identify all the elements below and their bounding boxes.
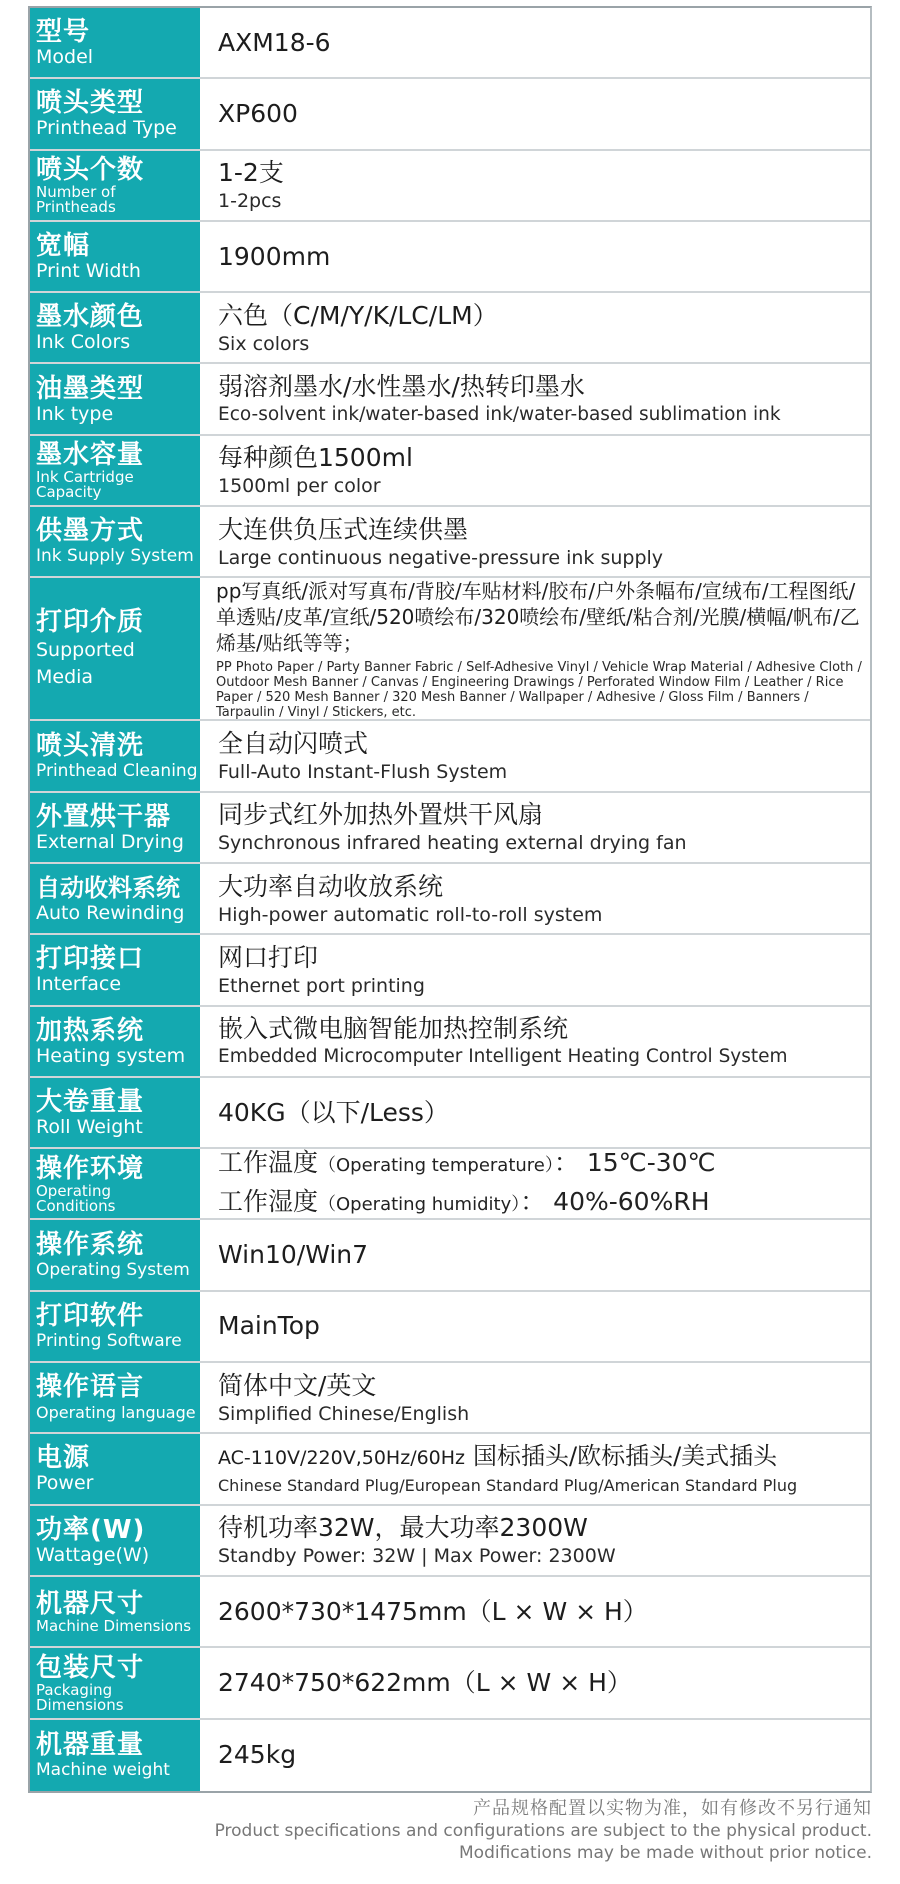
spec-label	[30, 1078, 202, 1147]
spec-row-ink-capacity	[30, 436, 870, 507]
spec-table	[28, 6, 872, 1793]
spec-row-roll-weight	[30, 1078, 870, 1149]
label-en: Number of Printheads	[36, 183, 116, 217]
temp-label-zh: 工作温度	[218, 1149, 319, 1177]
label-zh: 墨水容量	[36, 440, 145, 471]
spec-row-ink-colors	[30, 293, 870, 364]
label-zh: 打印接口	[36, 944, 145, 975]
spec-value	[202, 1220, 870, 1289]
label-en: Ink Cartridge Capacity	[36, 468, 134, 502]
spec-value	[202, 1648, 870, 1717]
value-sub: Six colors	[218, 332, 310, 355]
spec-value	[202, 1007, 870, 1076]
spec-label	[30, 935, 202, 1004]
spec-row-media	[30, 578, 870, 721]
value-sub: Chinese Standard Plug/European Standard Plug/American Standard Plug	[218, 1475, 798, 1495]
label-en: Operating Conditions	[36, 1181, 116, 1215]
value-main: 每种颜色1500ml	[218, 443, 413, 473]
value-main: 245kg	[218, 1740, 297, 1770]
spec-value	[202, 79, 870, 148]
spec-row-interface	[30, 935, 870, 1006]
spec-label	[30, 1506, 202, 1575]
spec-row-operating-language	[30, 1363, 870, 1434]
label-en: Operating System	[36, 1259, 190, 1280]
spec-row-heating	[30, 1007, 870, 1078]
label-zh: 大卷重量	[36, 1087, 145, 1117]
spec-value	[202, 364, 870, 433]
spec-value	[202, 864, 870, 933]
spec-label	[30, 436, 202, 505]
power-spec: AC-110V/220V,50Hz/60Hz	[218, 1446, 466, 1469]
label-en: Roll Weight	[36, 1116, 143, 1138]
hum-label-zh: 工作湿度	[218, 1186, 319, 1216]
label-en: Operating language	[36, 1403, 196, 1423]
label-zh: 型号	[36, 17, 91, 48]
label-zh: 机器重量	[36, 1729, 145, 1760]
spec-value	[202, 1577, 870, 1646]
plug-types: 国标插头/欧标插头/美式插头	[472, 1441, 778, 1470]
label-en: Print Width	[36, 260, 141, 283]
spec-row-cleaning	[30, 721, 870, 792]
value-main	[218, 1440, 864, 1474]
spec-label	[30, 1720, 202, 1791]
spec-value	[202, 1292, 870, 1361]
label-en: Ink Supply System	[36, 546, 194, 567]
value-sub: Simplified Chinese/English	[218, 1402, 470, 1425]
label-en: Printing Software	[36, 1330, 182, 1351]
value-sub: Large continuous negative-pressure ink supply	[218, 546, 664, 569]
value-main: 同步式红外加热外置烘干风扇	[218, 800, 544, 830]
label-zh: 操作系统	[36, 1229, 145, 1260]
hum-value: ： 40%-60%RH	[520, 1186, 710, 1216]
spec-row-auto-rewinding	[30, 864, 870, 935]
value-main: 网口打印	[218, 942, 319, 972]
label-en: Ink type	[36, 402, 114, 425]
spec-label	[30, 8, 202, 77]
value-main: 2600*730*1475mm（L × W × H）	[218, 1596, 648, 1626]
label-zh: 功率(W)	[36, 1514, 146, 1545]
operating-temperature	[218, 1149, 864, 1184]
label-zh: 自动收料系统	[36, 874, 180, 903]
spec-row-machine-weight	[30, 1720, 870, 1791]
value-sub: Standby Power: 32W | Max Power: 2300W	[218, 1545, 616, 1568]
spec-value	[202, 151, 870, 220]
value-main: MainTop	[218, 1311, 320, 1341]
value-main: 1900mm	[218, 241, 331, 271]
value-main: 2740*750*622mm（L × W × H）	[218, 1667, 632, 1697]
spec-value	[202, 1506, 870, 1575]
label-en: Wattage(W)	[36, 1543, 150, 1566]
label-en: Interface	[36, 973, 122, 996]
spec-value	[202, 1363, 870, 1432]
spec-row-power	[30, 1434, 870, 1505]
spec-label	[30, 578, 202, 719]
value-main: 全自动闪喷式	[218, 729, 369, 759]
spec-row-external-drying	[30, 793, 870, 864]
value-main: Win10/Win7	[218, 1240, 369, 1270]
label-zh: 机器尺寸	[36, 1589, 145, 1620]
hum-label-en: （Operating humidity）	[318, 1193, 521, 1215]
value-main: pp写真纸/派对写真布/背胶/车贴材料/胶布/户外条幅布/宣绒布/工程图纸/单透贴/皮革/宣纸/520喷绘布/320喷绘布/壁纸/粘合剂/光膜/横幅/帆布/乙烯基/贴纸等等；	[216, 578, 860, 655]
spec-label	[30, 79, 202, 148]
spec-label	[30, 1220, 202, 1289]
spec-row-packaging-dimensions	[30, 1648, 870, 1719]
label-en: Machine Dimensions	[36, 1617, 192, 1636]
spec-row-wattage	[30, 1506, 870, 1577]
spec-row-ink-supply	[30, 507, 870, 578]
label-zh: 电源	[36, 1443, 91, 1474]
spec-label	[30, 1363, 202, 1432]
spec-value	[202, 1149, 870, 1218]
label-en: Packaging Dimensions	[36, 1680, 124, 1714]
spec-label	[30, 1577, 202, 1646]
label-zh: 喷头个数	[36, 155, 145, 186]
label-zh: 包装尺寸	[36, 1652, 145, 1683]
spec-row-printhead-type	[30, 79, 870, 150]
label-zh: 操作环境	[36, 1153, 145, 1184]
label-zh: 加热系统	[36, 1015, 145, 1046]
value-main: 嵌入式微电脑智能加热控制系统	[218, 1014, 569, 1044]
label-zh: 喷头清洗	[36, 730, 145, 761]
spec-label	[30, 1007, 202, 1076]
spec-row-model	[30, 8, 870, 79]
value-main: 简体中文/英文	[218, 1370, 377, 1400]
value-sub: High-power automatic roll-to-roll system	[218, 903, 603, 926]
spec-value	[202, 1720, 870, 1791]
label-en: Auto Rewinding	[36, 902, 185, 925]
disclaimer-en-line2: Modifications may be made without prior notice.	[459, 1843, 872, 1863]
label-en: Printhead Cleaning	[36, 760, 198, 781]
spec-label	[30, 721, 202, 790]
spec-label	[30, 864, 202, 933]
label-en: Heating system	[36, 1044, 186, 1067]
spec-value	[202, 793, 870, 862]
value-main: 大连供负压式连续供墨	[218, 514, 469, 544]
label-zh: 宽幅	[36, 231, 91, 262]
value-main: 弱溶剂墨水/水性墨水/热转印墨水	[218, 372, 585, 402]
spec-value	[202, 507, 870, 576]
label-en: External Drying	[36, 830, 184, 853]
spec-label	[30, 793, 202, 862]
spec-row-printhead-count	[30, 151, 870, 222]
label-en: Machine weight	[36, 1759, 170, 1780]
temp-value: ： 15℃-30℃	[553, 1149, 716, 1177]
label-zh: 操作语言	[36, 1372, 145, 1403]
label-zh: 外置烘干器	[36, 801, 172, 832]
label-zh: 打印软件	[36, 1300, 145, 1331]
operating-humidity	[218, 1184, 864, 1219]
value-sub: Full-Auto Instant-Flush System	[218, 761, 508, 784]
spec-value	[202, 578, 870, 719]
value-sub: Eco-solvent ink/water-based ink/water-based sublimation ink	[218, 404, 781, 426]
spec-label	[30, 1648, 202, 1717]
value-sub: Embedded Microcomputer Intelligent Heating Control System	[218, 1046, 788, 1068]
value-sub: Ethernet port printing	[218, 974, 425, 997]
value-sub: 1-2pcs	[218, 190, 282, 213]
label-zh: 墨水颜色	[36, 302, 145, 333]
value-sub: Synchronous infrared heating external drying fan	[218, 832, 687, 855]
spec-row-ink-type	[30, 364, 870, 435]
value-main: 六色（C/M/Y/K/LC/LM）	[218, 300, 498, 330]
spec-label	[30, 364, 202, 433]
label-en: Supported Media	[36, 638, 135, 688]
spec-row-operating-conditions	[30, 1149, 870, 1220]
label-zh: 打印介质	[36, 606, 145, 637]
label-en: Printhead Type	[36, 117, 177, 140]
disclaimer-en-line1: Product specifications and configurations are subject to the physical product.	[214, 1821, 872, 1841]
label-en: Power	[36, 1472, 94, 1495]
spec-label	[30, 507, 202, 576]
spec-row-print-width	[30, 222, 870, 293]
value-main: 40KG（以下/Less）	[218, 1097, 449, 1127]
label-en: Model	[36, 46, 94, 69]
spec-row-operating-system	[30, 1220, 870, 1291]
temp-label-en: （Operating temperature）	[318, 1154, 554, 1176]
disclaimer-footer	[215, 1798, 872, 1864]
label-en: Ink Colors	[36, 331, 131, 354]
spec-value	[202, 1078, 870, 1147]
spec-value	[202, 721, 870, 790]
label-zh: 喷头类型	[36, 88, 145, 119]
spec-value	[202, 935, 870, 1004]
label-zh: 供墨方式	[36, 516, 145, 547]
value-main: XP600	[218, 98, 298, 128]
spec-label	[30, 293, 202, 362]
spec-value	[202, 1434, 870, 1503]
value-sub: PP Photo Paper / Party Banner Fabric / Self-Adhesive Vinyl / Vehicle Wrap Material / Adhesive Cloth / Outdoor Mesh Banner / Canvas / Engineering Drawings / Perforated Window Film / Leather / Rice Paper / 520 Mesh Banner / 320 Mesh Banner / Wallpaper / Adhesive / Gloss Film / Banners / Tarpaulin / Vinyl / Stickers, etc.	[216, 659, 862, 720]
disclaimer-zh: 产品规格配置以实物为准，如有修改不另行通知	[473, 1798, 872, 1819]
spec-label	[30, 1434, 202, 1503]
spec-value	[202, 293, 870, 362]
value-main: 大功率自动收放系统	[218, 871, 444, 901]
spec-sheet	[28, 6, 872, 1793]
spec-value	[202, 8, 870, 77]
value-sub: 1500ml per color	[218, 475, 381, 498]
label-zh: 油墨类型	[36, 373, 145, 404]
value-main: 待机功率32W，最大功率2300W	[218, 1513, 588, 1543]
spec-value	[202, 222, 870, 291]
spec-label	[30, 1292, 202, 1361]
value-main: AXM18-6	[218, 27, 331, 57]
spec-label	[30, 1149, 202, 1218]
spec-label	[30, 151, 202, 220]
value-main: 1-2支	[218, 158, 284, 188]
spec-row-printing-software	[30, 1292, 870, 1363]
spec-label	[30, 222, 202, 291]
spec-row-machine-dimensions	[30, 1577, 870, 1648]
spec-value	[202, 436, 870, 505]
